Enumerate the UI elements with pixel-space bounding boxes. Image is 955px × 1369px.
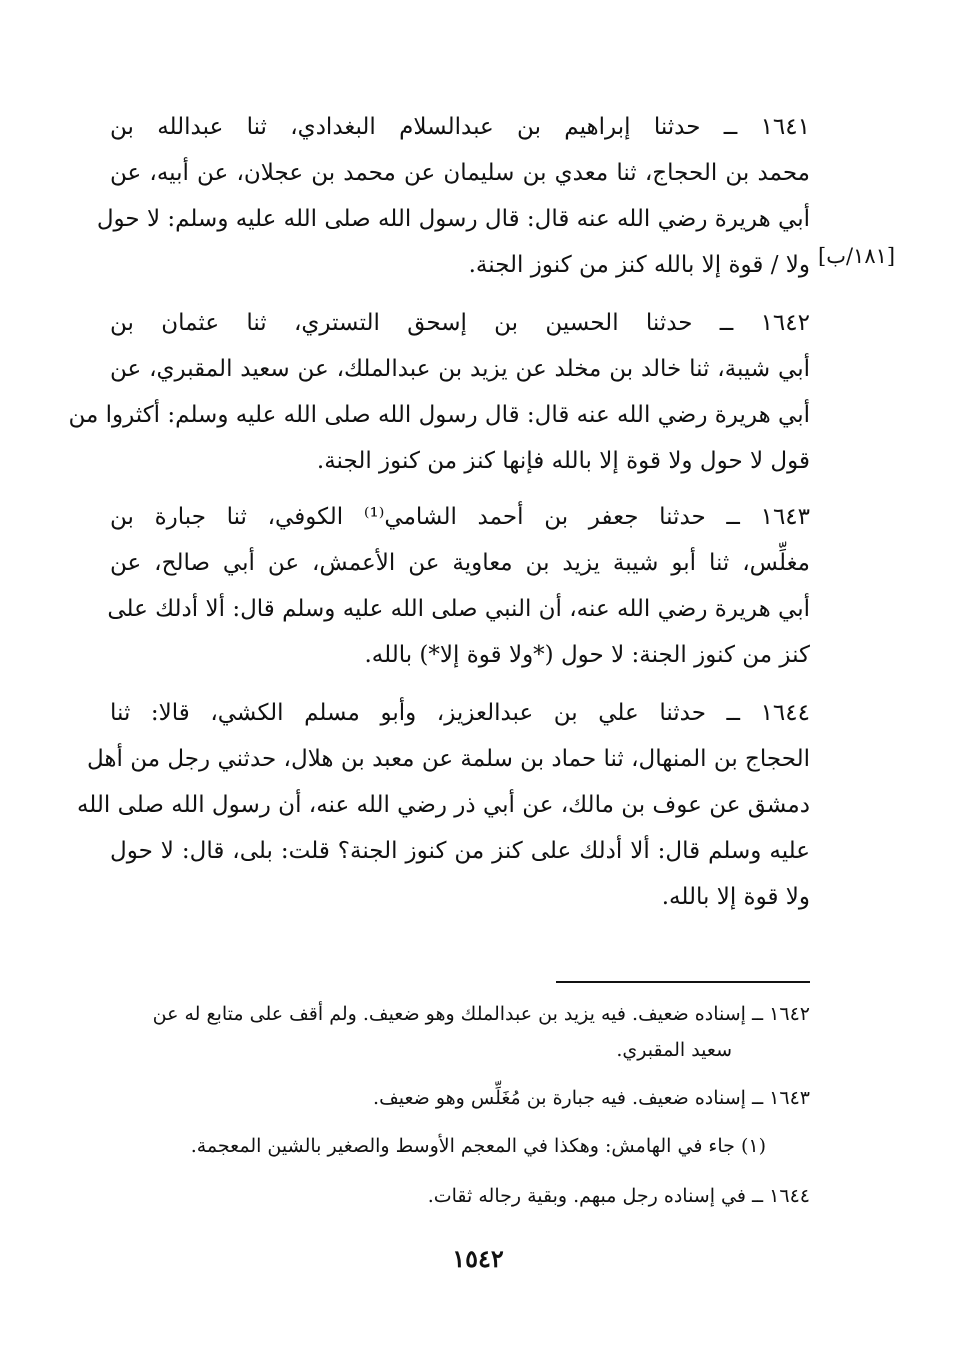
text-line: أبي شيبة، ثنا خالد بن مخلد عن يزيد بن عبدالملك، عن سعيد المقبري، عن bbox=[110, 356, 810, 382]
footnote-line: ١٦٤٢ ــ إسناده ضعيف. فيه يزيد بن عبدالملك وهو ضعيف. ولم أقف على متابع له عن bbox=[152, 1003, 810, 1025]
text-line: كنز من كنوز الجنة: لا حول (*ولا قوة إلا*) بالله. bbox=[364, 642, 810, 668]
footnote-line: ١٦٤٤ ــ في إسناده رجل مبهم. وبقية رجاله ثقات. bbox=[427, 1185, 810, 1207]
text-line: ولا / قوة إلا بالله كنز من كنوز الجنة. bbox=[468, 252, 810, 278]
text-line: أبي هريرة رضي الله عنه قال: قال رسول الله صلى الله عليه وسلم: أكثروا من bbox=[68, 402, 810, 428]
footnote-separator bbox=[556, 981, 810, 983]
footnote-1644 bbox=[110, 1178, 810, 1214]
text-line: عليه وسلم قال: ألا أدلك على كنز من كنوز الجنة؟ قلت: بلى، قال: لا حول bbox=[110, 838, 810, 864]
page-number: ١٥٤٢ bbox=[452, 1244, 504, 1273]
footnote-line: (١) جاء في الهامش: وهكذا في المعجم الأوسط والصغير بالشين المعجمة. bbox=[190, 1135, 766, 1157]
text-line: الحجاج بن المنهال، ثنا حماد بن سلمة عن معبد بن هلال، حدثني رجل من أهل bbox=[87, 746, 810, 772]
manuscript-folio-note: [١٨١/ب] bbox=[818, 244, 896, 268]
text-line: ١٦٤٢ ــ حدثنا الحسين بن إسحق التستري، ثنا عثمان بن bbox=[110, 310, 810, 336]
text-line: أبي هريرة رضي الله عنه، أن النبي صلى الله عليه وسلم قال: ألا أدلك على bbox=[107, 596, 810, 622]
text-line: أبي هريرة رضي الله عنه قال: قال رسول الله صلى الله عليه وسلم: لا حول bbox=[96, 206, 810, 232]
footnote-line: سعيد المقبري. bbox=[616, 1039, 732, 1061]
text-line: قول لا حول ولا قوة إلا بالله فإنها كنز من كنوز الجنة. bbox=[316, 448, 810, 474]
footnote-line: ١٦٤٣ ــ إسناده ضعيف. فيه جبارة بن مُغَلِّس وهو ضعيف. bbox=[373, 1087, 810, 1109]
text-line: ولا قوة إلا بالله. bbox=[661, 884, 810, 910]
hadith-1642 bbox=[68, 300, 810, 484]
text-line: مغلِّس، ثنا أبو شيبة يزيد بن معاوية عن الأعمش، عن أبي صالح، عن bbox=[110, 550, 810, 576]
text-line: ١٦٤٣ ــ حدثنا جعفر بن أحمد الشامي⁽¹⁾ الكوفي، ثنا جبارة بن bbox=[110, 504, 811, 530]
text-line: ١٦٤٤ ــ حدثنا علي بن عبدالعزيز، وأبو مسلم الكشي، قالا: ثنا bbox=[110, 700, 810, 726]
hadith-1644 bbox=[76, 690, 810, 920]
hadith-1641 bbox=[96, 104, 810, 288]
text-line: ١٦٤١ ــ حدثنا إبراهيم بن عبدالسلام البغدادي، ثنا عبدالله بن bbox=[110, 114, 810, 140]
text-line: محمد بن الحجاج، ثنا معدي بن سليمان عن محمد بن عجلان، عن أبيه، عن bbox=[110, 160, 810, 186]
footnote-1 bbox=[110, 1128, 810, 1164]
text-line: دمشق عن عوف بن مالك، عن أبي ذر رضي الله عنه، أن رسول الله صلى الله bbox=[76, 792, 810, 818]
footnote-1642 bbox=[110, 996, 810, 1068]
hadith-1643 bbox=[107, 494, 811, 678]
footnote-1643 bbox=[110, 1080, 810, 1116]
